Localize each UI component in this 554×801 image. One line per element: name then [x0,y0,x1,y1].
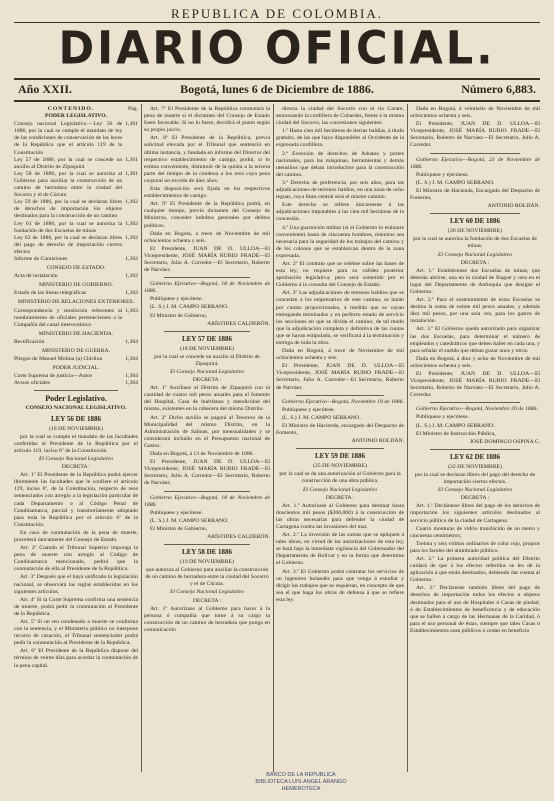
law-title: LEY 57 DE 1886 [181,334,233,343]
seal-line: (L. S.) J. M. CAMPO SERRANO. [150,304,229,311]
stamp-line: BANCO DE LA REPUBLICA [266,772,336,778]
publish-line: Publíquese y ejecútese. [416,171,469,178]
contents-title: CONTENIDO. [47,106,95,112]
section-heading: Poder Legislativo. [45,394,107,404]
toc-entry [14,157,138,171]
law-article: Art. 7º El Presidente de la República conmutará la pena de muerte si el dictamen del Consejo de Estado fuere favorable. Si no lo fuere, decidirá el punto según su propio juicio. [144,106,270,134]
law-article: En caso de conmutación de la pena de muerte, procederá únicamente del Consejo de Estado. [14,529,138,543]
toc-entry [14,380,138,387]
decreta-label: DECRETA : [192,597,222,604]
toc-entry [14,256,138,263]
law-article: Art. 9º El Presidente de la República podrá, en cualquier tiempo, previo dictamen del Consejo de Ministros, conceder indultos generales por delitos políticos. [144,201,270,229]
year-label: Año XXII. [18,82,73,96]
toc-block-heading: CONSEJO DE ESTADO. [46,265,106,272]
column-divider [141,104,142,772]
seal-line: (L. S.) J. M. CAMPO SERRANO. [150,517,229,524]
toc-entry-text: Ley 57 de 1886, por la cual se concede un auxilio al Distrito de Zipaquirá [14,156,123,170]
toc-entry [14,308,138,329]
law-article: Art. 3.º El Gobierno queda autorizado para organizar las dos Escuelas, para determinar el número de empleados y catedráticos que deben haber en cada una, y para señalar el sueldo que deban gozar unos y otros. [410,326,540,354]
gov-line: Gobierno Ejecutivo—Bogotá, Noviembre 20 de 1886. [416,406,538,413]
toc-entry [14,221,138,235]
minister-role: El Ministro de Instrucción Pública, [416,430,496,437]
law-articles [276,503,404,604]
law-description: por la cual se declaran libres del pago del derecho de importación ciertos efectos. [414,471,536,486]
law-council: El Consejo Nacional Legislativo [38,455,114,462]
toc-entry [14,290,138,297]
toc-entry-text: Correspondencia y resolución referentes al nombramiento de oficiales pertenecientes a la Compañía del canal interoceánico [14,307,123,328]
toc-section: PODER LEGISLATIVO. [44,113,108,120]
toc-entry [14,121,138,156]
law-date: (25 DE NOVIEMBRE) [313,463,367,470]
toc-entry [14,273,138,280]
law-articles [144,106,270,230]
toc-entry-page: 1,302 [125,290,138,297]
law-article: Art. 4º Si la Corte Suprema confirma una sentencia de muerte, podrá pedir la conmutación al Presidente de la República. [14,596,138,617]
contents-page-label: Pág. [128,106,138,112]
minister-name: ARÍSTIDES CALDERÓN. [207,533,270,540]
law-title: LEY 62 DE 1886 [449,452,501,461]
law-description: por la cual se autoriza la fundación de dos Escuelas de minas. [413,236,537,250]
law-articles [410,268,540,355]
newspaper-title: DIARIO OFICIAL. [58,22,496,76]
minister-role: El Ministro de Gobierno, [150,312,208,319]
minister-name: ARÍSTIDES CALDERÓN. [207,320,270,327]
toc-entry [14,339,138,346]
gov-line: Gobierno Ejecutivo—Bogotá, 23 de Noviembre de 1886. [410,156,540,170]
law-article: Art. 8º El Presidente de la República, previa solicitud elevada por el Tribunal que sentenció en última instancia, y fundada en informe del Director del respectivo establecimiento de castigo, podrá, si lo estima conveniente, disminuir de la quinta a la tercera parte del tiempo de la condena a los reos cuya pena corporal no exceda de diez años. [144,135,270,184]
toc-blocks [14,265,138,387]
law-article: Art. 2º Cuando el Tribunal Superior imponga la pena de muerte con arreglo al Código de Cundinamarca mencionado, pedirá que la conmutación de ella al Presidente de la República. [14,545,138,573]
law-council: El Consejo Nacional Legislativo [302,486,378,493]
toc-entry-page: 1,304 [125,380,138,387]
toc-entry [14,199,138,220]
toc-entry-page: 1,302 [125,199,138,206]
toc-block-heading: MINISTERIO DE GOBIERNO. [38,282,114,289]
minister-role: El Ministro de Hacienda, Encargado del Despacho de Fomento, [410,187,540,202]
gov-line: Gobierno Ejecutivo—Bogotá, 18 de Noviembre de 1886. [144,494,270,508]
law-article: Este derecho se refiere únicamente á las adjudicaciones imputables á las cien mil hectáreas de la concesión. [276,202,404,223]
minister-name: ANTONIO ROLDÁN. [487,203,540,210]
column-divider [407,104,408,772]
law-article: Art. 5º Si un reo condenado a muerte se conforma con la sentencia, y el Ministerio público no interpone recurso de casación, el Tribunal sentenciador podrá pedir la conmutación al Presidente de la República. [14,619,138,647]
gov-line: Gobierno Ejecutivo—Bogotá, 18 de Noviembre de 1886. [144,281,270,295]
law-date: (19 DE NOVIEMBRE) [180,559,234,566]
toc-entry-page: 1,304 [125,338,138,345]
law-title: LEY 59 DE 1886 [314,452,366,461]
toc-entry-text: Ley 58 de 1886, por la cual se autoriza al Gobierno para auxiliar la construcción de un camino de herradura entre la ciudad del Socorro y el de Cúcuta [14,170,123,199]
law-article: 3.ª Derecho de preferencia, por seis años, para las adjudicaciones de terrenos baldíos, en una zona de ocho leguas, cuya línea central será el mismo camino. [276,179,404,201]
law-article: Art. 1º Autorízase al Gobierno para hacer á la persona ó compañía que tome á su cargo la construcción de un camino de herradura que ponga en comunicación [144,605,270,633]
law-article: Art. 2º El contrato que se celebre sobre las bases de esta ley, no requiere para su validez posterior aprobación legislativa; pero será sometido por el Gobierno á la consulta del Consejo de Estado. [276,260,404,289]
dateline [14,80,540,100]
toc-entry-page: 1,302 [125,255,138,262]
law-article: Art. 6º El Presidente de la República dispone del término de veinte días para acordar la conmutación de la pena capital. [14,648,138,669]
dada-line: Dada en Bogotá, á diez y ocho de Noviembre de mil ochocientos ochenta y seis. [410,355,540,369]
divider [296,448,384,449]
signers: El Presidente, JUAN DE D. ULLOA—El Vicepresidente, JOSÉ MARÍA RUBIO FRADE—El Secretario, Julio A. Corredor—El Secretario, Roberto de Narváez. [144,245,270,274]
toc-entry-text: Avisos oficiales [14,380,51,387]
dateline-rule [14,100,540,102]
law-article: Art. 2.º La primera autoridad política del Distrito cuidará de que á los efectos referidos se les dé la aplicación á que están destinados, debiendo dar cuenta al Gobierno. [410,555,540,584]
publish-line: Publíquese y ejecútese. [416,414,469,421]
toc-entry-page: 1,301 [125,156,138,163]
decreta-label: DECRETA : [460,259,490,266]
toc-entry-text: Pliegos de Manuel Molina (a) Chiriloa [14,356,102,363]
council-heading: CONSEJO NACIONAL LEGISLATIVO. [25,405,127,412]
seal-line: (L. S.) J. M. CAMPO SERRANO. [282,414,361,421]
law-title: LEY 56 DE 1886 [50,414,102,423]
minister-role: El Ministro de Hacienda, encargado del Despacho de Fomento, [276,422,404,437]
law-article: Art. 1.º Autorízase al Gobierno para destinar hasta doscientos mil pesos ($200,000) á la construcción de las obras necesarias para defender la ciudad de Cartagena contra las invasiones del mar. [276,502,404,530]
publish-line: Publíquese y ejecútese. [150,509,203,516]
law-article: Art. 3º Después que el haya unificado la legislación nacional, se observará las reglas establecidas en los siguientes artículos. [14,574,138,595]
decreta-label: DECRETA : [61,464,91,471]
toc-list [14,121,138,263]
toc-block-heading: MINISTERIO DE HACIENDA. [38,330,114,337]
dada-line: Dada en Bogotá, á veintiséis de Noviembre de mil ochocientos ochenta y seis. [410,106,540,120]
column-1 [14,106,138,766]
law-article: Art. 1.º Decláranse libres del pago de los derechos de importación los siguientes artículos destinados al servicio público de la ciudad de Cartagena: [410,503,540,524]
law-description: que autoriza al Gobierno para auxiliar la construcción de un camino de herradura entre la ciudad del Socorro y el de Cúcuta. [145,567,269,588]
law-article: Art. 3.º Declárense también libres del pago de derechos de importación todos los efectos u objetos destinados para el uso de Hospitales ó Casas de piedad, ó de Establecimientos de beneficencia y de educación que se hallen á cargo de las Hermanas de la Caridad, ó para el uso personal de éstas, siempre que tales Casas ó Establecimientos sean públicos ó cedan en beneficio [410,585,540,634]
publish-line: Publíquese y ejecútese. [150,296,203,303]
decreta-label: DECRETA : [460,495,490,502]
toc-entry [14,356,138,363]
toc-entry-page: 1,303 [125,307,138,314]
signers: El Presidente, JUAN DE D. ULLOA—El Vicepresidente, JOSÉ MARÍA RUBIO FRADE—El Secretario, Julio A. Corredor—El Secretario, Roberto de Narváez. [276,363,404,391]
dada-line: Dada en Bogotá, á trece de Noviembre de mil ochocientos ochenta y seis. [276,348,404,362]
gov-line: Gobierno Ejecutivo—Bogotá, Noviembre 19 de 1886. [282,398,404,405]
library-stamp [236,772,366,793]
law-article: directa la ciudad del Socorro con el río Carare, atravesando la cordillera de Cobardes, frente á la misma ciudad del Socorro, las concesiones siguientes: [276,106,404,127]
divider [430,402,520,403]
toc-entry-page: 1,301 [125,170,138,177]
divider [34,390,118,391]
publish-line: Publíquese y ejecútese. [282,406,335,413]
law-articles [14,472,138,670]
stamp-line: BIBLIOTECA LUIS-ANGEL ARANGO [255,779,347,785]
law-title: LEY 58 DE 1886 [181,548,233,557]
law-council: El Consejo Nacional Legislativo [437,487,513,494]
minister-name: JOSÉ DOMINGO OSPINA C. [469,438,540,445]
law-date: (18 DE NOVIEMBRE) [180,345,234,352]
law-articles [144,385,270,450]
toc-entry-page: 1,304 [125,373,138,380]
toc-entry [14,235,138,256]
minister-name: ANTONIO ROLDÁN. [351,438,404,445]
toc-entry-page: 1,302 [125,220,138,227]
column-3 [276,106,404,766]
decreta-label: DECRETA : [325,494,355,501]
toc-block-heading: MINISTERIO DE GUERRA. [41,348,111,354]
law-article: Art. 2.º La inversión de las sumas que se apliquen á tales obras, en virtud de las autorizaciones de esta ley, se hará bajo la inmediata vigilancia del Gobernador del Departamento de Bolívar y en la forma que determine el Gobierno. [276,532,404,567]
divider [430,213,520,214]
divider [164,331,250,332]
law-article: 1.ª Hasta cien mil hectáreas de tierras baldías, á título gratuito, de las que haya disponibles al Occidente de la expresada cordillera. [276,128,404,149]
law-articles [276,106,404,347]
toc-block-heading: MINISTERIO DE RELACIONES EXTERIORES. [17,299,135,306]
issue-date: Bogotá, lunes 6 de Diciembre de 1886. [180,82,374,96]
toc-entry-page: 1,301 [125,121,138,128]
divider [164,277,250,278]
stamp-line: HEMEROTECA [281,786,321,792]
toc-entry-text: Consejo nacional Legislativo.—Ley 56 de 1886, por la cual se cumple el mandato de ley de las condiciones de conservación de las leyes de la República que el artículo 119 de la Constitución [14,121,123,156]
law-article: Art. 2º Dicho auxilio se pagará al Tesorero de la Municipalidad del mismo Distrito, en la Administración de Salinas, por mensualidades y se considerará incluido en el Presupuesto nacional de Gastos. [144,414,270,449]
signers: El Presidente, JUAN DE D. ULLOA—El Vicepresidente, JOSÉ MARÍA RUBIO FRADE—El Secretario, Julio A. Corredor—El Secretario, Roberto de Narváez. [144,459,270,487]
toc-block-heading: PODER JUDICIAL. [52,365,100,372]
toc-entry-page: 1,304 [125,356,138,363]
law-article: Cuatro monturas de vidrio translúcido de un metro y cincuenta centímetros; [410,525,540,539]
law-article: Art. 3º Las adjudicaciones de terrenos baldíos que se concedan á los empresarios de este camino, se harán por cuotas proporcionales, á medida que se vayan entregando terminados y en perfecto estado de servicio los secciones en que se divida el camino; de tal modo que la adjudicación completa y definitiva de las cuotas que se hayan estipulado, se verificará á la terminación y entrega de toda la obra. [276,290,404,346]
toc-entry-text: Ley 59 de 1886, por la cual se declaran libres de derechos de importación los objetos destinados para la construcción de un camino [14,199,123,220]
toc-entry-page: 1,302 [125,273,138,280]
toc-entry-text: Ley 62 de 1886, por la cual se declaran libres del pago de derecho de importación ciertos efectos [14,234,123,255]
law-article: Esta disposición será fijada en los respectivos establecimientos de castigo. [144,186,270,200]
law-title: LEY 60 DE 1886 [449,217,501,226]
toc-entry-text: Rectificación [14,338,45,345]
law-council: El Consejo Nacional Legislativo [169,369,245,375]
signers: El Presidente, JUAN DE D. ULLOA—El Vicepresidente, JOSÉ MARÍA RUBIO FRADE—El Secretario, Roberto de Narváez—El Secretario, Julio A. Corredor. [410,371,540,399]
divider [430,153,520,154]
law-council: El Consejo Nacional Legislativo [169,589,245,596]
law-article: Art. 1º Auxíliase al Distrito de Zipaquirá con la cantidad de cuatro mil pesos anuales para el fomento del Hospital, Casa de huérfanos y mendicidad del mismo, existentes en la cabecera del mismo Distrito. [144,385,270,413]
toc-entry-text: Ley 61 de 1886, por la cual se autoriza la fundación de dos Escuelas de minas [14,220,123,234]
minister-role: El Ministro de Gobierno, [150,525,208,532]
seal-line: (L. S.) J. M. CAMPO SERRANO. [416,179,495,186]
seal-line: (L. S.) J. M. CAMPO SERRANO. [416,422,495,429]
toc-entry-text: Informe de Comisiones [14,255,68,262]
law-description: por la cual se concede un auxilio al Distrito de Zipaquirá. [154,353,260,367]
law-article: Art. 1º El Presidente de la República podrá ejercer libremente las facultades que le confiere el artículo 119, inciso 6º, de la Constitución, respecto de reos sentenciados con arreglo a la legislación particular de cada Departamento o al Código Penal de Cundinamarca, parcial y transitoriamente adoptado para toda la República por el artículo 6º de la Constitución. [14,472,138,528]
toc-entry-text: Acta de instalación [14,273,58,280]
law-date: (18 DE NOVIEMBRE) [49,425,103,432]
column-divider [273,104,274,772]
toc-entry-text: Estado de las líneas telegráficas [14,290,87,297]
toc-entry-text: Corte Suprema de justicia—Autos [14,373,93,380]
divider [164,491,250,492]
column-4 [410,106,540,766]
divider [164,544,250,545]
law-article: Art. 1.º Establécense dos Escuelas de minas, que deberán abrirse, una en la ciudad de Ibagué y otra en el lugar del Departamento de Antioquia que designe el Gobierno. [410,267,540,295]
dada-line: Dada en Bogotá, á 13 de Noviembre de 1886. [150,451,254,458]
dada-line: Dada en Bogotá, a trece de Noviembre de mil ochocientos ochenta y seis. [144,230,270,244]
law-council: El Consejo Nacional Legislativo [437,251,513,258]
law-article: Art. 3.º El Gobierno podrá contratar los servicios de un ingeniero holandés para que venga á estudiar y dirigir los trabajos que se requieran, en concepto de que sea el que haga los obras de defensa á que se refiere esta ley. [276,568,404,603]
law-description: por la cual se da una autorización al Gobierno para la construcción de una obra pública. [279,471,401,485]
law-article: 2.ª Exención de derechos de Aduana y portes nacionales, para las máquinas, herramientas y demás utensilios que deban introducirse para la construcción del camino. [276,150,404,178]
republic-header: REPUBLICA DE COLOMBIA. [171,6,383,21]
law-article: Treinta y seis vidrios ordinarios de color rojo, propios para los faroles del alumbrado público. [410,540,540,554]
divider [430,449,520,450]
law-date: (20 DE NOVIEMBRE) [448,228,502,235]
issue-number: Número 6,883. [461,82,536,96]
signers: El Presidente, JUAN DE D. ULLOA—El Vicepresidente, JOSÉ MARÍA RUBIO FRADE—El Secretario, Roberto de Narváez—El Secretario, Julio A. Corredor. [410,121,540,149]
law-date: (22 DE NOVIEMBRE) [448,463,502,470]
law-article: 4.ª Una guarnición militar (si el Gobierno lo estimare conveniente) hasta de cincuenta hombres, mientras sea necesaria para la seguridad de los trabajos del camino y de los colonos que se establezcan dentro de la zona expresada. [276,224,404,259]
law-description: por la cual se cumple el mandato de las facultades conferidas al Presidente de la República por el artículo 119, inciso 6º de la Constitución. [14,433,138,454]
contents-header [14,106,138,113]
decreta-label: DECRETA : [192,377,222,384]
toc-entry [14,171,138,199]
law-articles [410,503,540,635]
divider [296,395,384,396]
law-article: Art. 2.º Para el sostenimiento de estas Escuelas se destina la suma de veinte mil pesos anuales, y además diez mil pesos, por una sola vez, para los gastos de instalación. [410,297,540,325]
toc-entry-page: 1,302 [125,234,138,241]
column-2 [144,106,270,766]
